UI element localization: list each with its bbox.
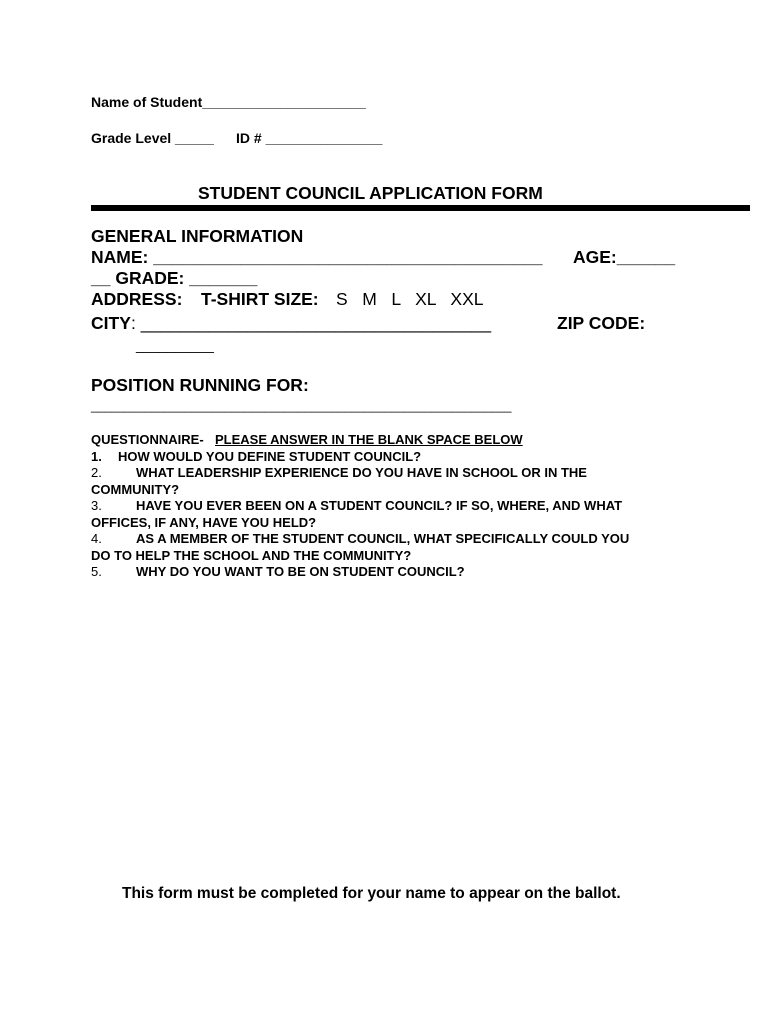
grade-field: __ GRADE: _______ — [91, 268, 258, 288]
grade-level-field: Grade Level _____ — [91, 130, 214, 146]
questionnaire-label: QUESTIONNAIRE- — [91, 432, 204, 447]
question-number: 5. — [91, 564, 102, 579]
city-label: CITY — [91, 313, 131, 333]
question-number: 3. — [91, 498, 102, 513]
id-field: ID # _______________ — [236, 130, 383, 146]
tshirt-size-label: T-SHIRT SIZE: — [201, 289, 319, 309]
question-number: 1. — [91, 449, 102, 464]
position-field: _______________________________________________________________ — [91, 399, 512, 413]
questionnaire-instruction: PLEASE ANSWER IN THE BLANK SPACE BELOW — [215, 432, 523, 447]
question-3-line-2: OFFICES, IF ANY, HAVE YOU HELD? — [91, 515, 317, 530]
question-1: HOW WOULD YOU DEFINE STUDENT COUNCIL? — [118, 449, 422, 464]
question-4-line-2: DO TO HELP THE SCHOOL AND THE COMMUNITY? — [91, 548, 412, 563]
position-label: POSITION RUNNING FOR: — [91, 375, 309, 395]
question-3-line-1: HAVE YOU EVER BEEN ON A STUDENT COUNCIL? IF SO, WHERE, AND WHAT — [136, 498, 623, 513]
name-field: NAME: ________________________________________ — [91, 247, 543, 267]
question-4-line-1: AS A MEMBER OF THE STUDENT COUNCIL, WHAT SPECIFICALLY COULD YOU — [136, 531, 630, 546]
question-number: 2. — [91, 465, 102, 480]
question-number: 4. — [91, 531, 102, 546]
title-divider — [91, 205, 750, 211]
age-field: AGE:______ — [573, 247, 676, 267]
ballot-notice: This form must be completed for your name to appear on the ballot. — [122, 885, 621, 902]
question-2-line-1: WHAT LEADERSHIP EXPERIENCE DO YOU HAVE IN SCHOOL OR IN THE — [136, 465, 587, 480]
name-of-student-field: Name of Student_____________________ — [91, 94, 366, 110]
zip-code-label: ZIP CODE: — [557, 313, 646, 333]
address-label: ADDRESS: — [91, 289, 183, 309]
general-info-heading: GENERAL INFORMATION — [91, 226, 304, 246]
question-5: WHY DO YOU WANT TO BE ON STUDENT COUNCIL? — [136, 564, 465, 579]
zip-code-field: __________ — [136, 337, 214, 353]
tshirt-size-options: S M L XL XXL — [336, 289, 484, 309]
city-field: : ____________________________________ — [131, 313, 492, 333]
question-2-line-2: COMMUNITY? — [91, 482, 180, 497]
form-title: STUDENT COUNCIL APPLICATION FORM — [198, 183, 543, 203]
